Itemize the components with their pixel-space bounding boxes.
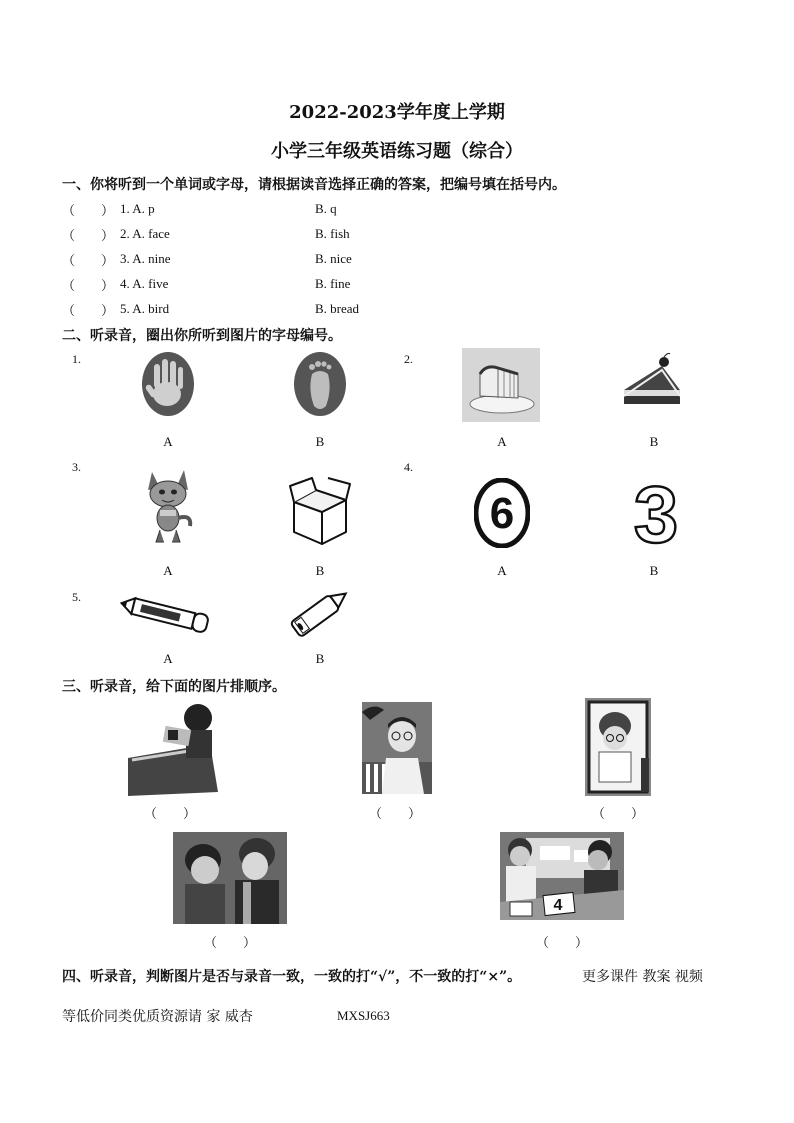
option-a: 5. A. bird bbox=[120, 301, 170, 316]
option-label-b: B bbox=[315, 434, 325, 449]
item-number: 4. bbox=[404, 460, 413, 474]
order-blank[interactable]: （ ） bbox=[591, 807, 644, 822]
item-number: 2. bbox=[404, 352, 413, 366]
option-a: 1. A. p bbox=[120, 201, 155, 216]
option-label-b: B bbox=[315, 563, 325, 578]
fox-icon[interactable] bbox=[140, 462, 196, 548]
order-blank[interactable]: （ ） bbox=[143, 807, 196, 822]
order-blank[interactable]: （ ） bbox=[535, 936, 588, 951]
svg-text:3: 3 bbox=[633, 478, 679, 548]
two-boys-talking-illustration[interactable] bbox=[173, 832, 287, 924]
option-a: 3. A. nine bbox=[120, 251, 171, 266]
footer-code: MXSJ663 bbox=[337, 1008, 390, 1023]
svg-text:4: 4 bbox=[553, 897, 563, 914]
option-b: B. nice bbox=[315, 251, 352, 266]
boy-with-glasses-illustration[interactable] bbox=[362, 702, 432, 794]
crayon-icon[interactable] bbox=[282, 584, 356, 642]
option-label-a: A bbox=[163, 563, 173, 578]
foot-icon[interactable] bbox=[292, 350, 348, 418]
answer-blank[interactable]: （ ） bbox=[62, 229, 115, 244]
answer-blank[interactable]: （ ） bbox=[62, 279, 115, 294]
boys-with-number-card-illustration[interactable] bbox=[500, 832, 624, 920]
option-b: B. q bbox=[315, 201, 337, 216]
promo-text: 更多课件 教案 视频 bbox=[582, 969, 703, 985]
option-label-a: A bbox=[497, 563, 507, 578]
svg-text:6: 6 bbox=[489, 489, 515, 538]
order-blank[interactable]: （ ） bbox=[203, 936, 256, 951]
number-six-icon[interactable] bbox=[474, 478, 530, 548]
item-number: 5. bbox=[72, 590, 81, 604]
item-number: 3. bbox=[72, 460, 81, 474]
option-b: B. fish bbox=[315, 226, 350, 241]
cake-icon[interactable] bbox=[618, 350, 684, 416]
boy-at-window-illustration[interactable] bbox=[585, 698, 651, 796]
option-label-a: A bbox=[163, 434, 173, 449]
option-label-a: A bbox=[497, 434, 507, 449]
number-three-icon[interactable] bbox=[626, 478, 686, 548]
answer-blank[interactable]: （ ） bbox=[62, 304, 115, 319]
option-label-b: B bbox=[315, 651, 325, 666]
section3-heading: 三、听录音，给下面的图片排顺序。 bbox=[62, 679, 286, 695]
hand-icon[interactable] bbox=[140, 350, 196, 418]
item-number: 1. bbox=[72, 352, 81, 366]
pencil-icon[interactable] bbox=[118, 594, 212, 636]
order-blank[interactable]: （ ） bbox=[368, 807, 421, 822]
section1-heading: 一、你将听到一个单词或字母，请根据读音选择正确的答案，把编号填在括号内。 bbox=[62, 177, 566, 193]
bread-icon[interactable] bbox=[462, 348, 540, 422]
option-a: 2. A. face bbox=[120, 226, 170, 241]
footer-text: 等低价同类优质资源请 家 威杏 bbox=[62, 1009, 253, 1025]
answer-blank[interactable]: （ ） bbox=[62, 204, 115, 219]
option-label-a: A bbox=[163, 651, 173, 666]
section4-heading: 四、听录音，判断图片是否与录音一致，一致的打“√”，不一致的打“×”。 bbox=[62, 969, 522, 985]
option-a: 4. A. five bbox=[120, 276, 169, 291]
page-title: 2022-2023学年度上学期 bbox=[289, 102, 505, 123]
section2-heading: 二、听录音，圈出你所听到图片的字母编号。 bbox=[62, 328, 342, 344]
option-label-b: B bbox=[649, 434, 659, 449]
answer-blank[interactable]: （ ） bbox=[62, 254, 115, 269]
box-icon[interactable] bbox=[288, 476, 352, 548]
boy-at-desk-illustration[interactable] bbox=[128, 700, 222, 798]
option-b: B. bread bbox=[315, 301, 360, 316]
option-b: B. fine bbox=[315, 276, 351, 291]
page-subtitle: 小学三年级英语练习题（综合） bbox=[271, 141, 523, 162]
option-label-b: B bbox=[649, 563, 659, 578]
